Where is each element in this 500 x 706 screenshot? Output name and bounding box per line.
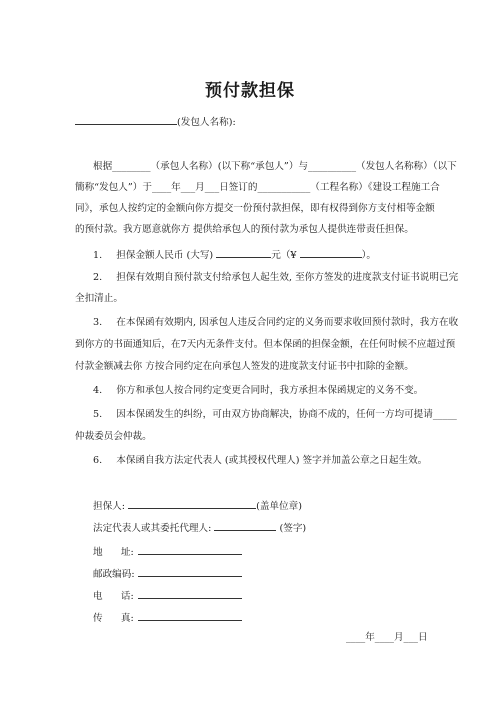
- guarantor-row: [93, 498, 302, 514]
- item1-text-a: 担保金额人民币 (大写): [116, 250, 214, 261]
- guarantor-suffix: (盖单位章): [256, 501, 302, 512]
- item1: [93, 247, 376, 263]
- amount-words-blank: [216, 247, 271, 258]
- item2-text-line1: 担保有效期自预付款支付给承包人起生效, 至你方签发的进度款支付证书说明已完: [116, 272, 459, 283]
- para1-line2: 簡称“发包人”）于____年___月___日签订的___________（工程名称）《建设工程施工合: [75, 182, 440, 193]
- item1-number: 1.: [93, 250, 103, 261]
- item5-line1: [93, 408, 457, 422]
- item4-number: 4.: [93, 385, 103, 396]
- phone-label: 电 话:: [93, 591, 134, 602]
- legal-rep-blank: [214, 520, 276, 531]
- fax-blank: [138, 610, 242, 621]
- item3-line1: [93, 316, 458, 330]
- address-blank: [138, 544, 242, 555]
- item5-number: 5.: [93, 409, 103, 420]
- addressee-line: [75, 114, 236, 130]
- item6-number: 6.: [93, 455, 103, 466]
- item6-text: 本保函自我方法定代表人 (或其授权代理人) 签字并加盖公章之日起生效。: [116, 455, 428, 466]
- item3-text-line1: 在本保函有效期内, 因承包人违反合同约定的义务而要求收回预付款时，我方在收: [116, 317, 459, 328]
- item4-text: 你方和承包人按合同约定变更合同时，我方承担本保函规定的义务不变。: [116, 385, 424, 396]
- item3-line2: 到你方的书面通知后，在7天内无条件支付。但本保函的担保金额，在任何时候不应超过预: [75, 339, 456, 350]
- para1-line1: 根据________（承包人名称）(以下称“承包人”）与__________（发包人名称称）（以下: [93, 161, 457, 172]
- item2-number: 2.: [93, 272, 103, 283]
- fax-label: 传 真:: [93, 613, 134, 624]
- legal-rep-label: 法定代表人或其委托代理人:: [93, 523, 212, 534]
- legal-rep-suffix: (签字): [279, 523, 307, 534]
- item5-text-line1: 因本保函发生的纠纷，可由双方协商解决，协商不成的，任何一方均可提请_____: [116, 409, 457, 420]
- legal-rep-row: [93, 520, 306, 536]
- addressee-suffix: (发包人名称):: [177, 117, 236, 128]
- item3-number: 3.: [93, 317, 103, 328]
- item1-text-c: ）。: [361, 250, 376, 261]
- amount-figures-blank: [300, 247, 362, 258]
- phone-blank: [138, 588, 242, 599]
- postcode-row: [93, 566, 242, 582]
- para1-line3: 同》，承包人按约定的金额向你方提交一份预付款担保，即有权得到你方支付相等金额: [75, 203, 435, 214]
- fax-row: [93, 610, 242, 626]
- postcode-label: 邮政编码:: [93, 569, 135, 580]
- item3-line3: 付款金额减去你 方按合同约定在向承包人签发的进度款支付证书中扣除的金额。: [75, 361, 414, 372]
- item4: [93, 384, 423, 398]
- postcode-blank: [138, 566, 242, 577]
- document-title: 预付款担保: [205, 81, 295, 101]
- guarantor-label: 担保人:: [93, 501, 126, 512]
- item2-line1: [93, 271, 458, 285]
- item5-line2: 仲裁委员会仲裁。: [75, 431, 152, 442]
- item2-line2: 全扣清止。: [75, 293, 123, 304]
- item1-text-b: 元（¥: [271, 250, 297, 261]
- addressee-blank: [75, 114, 177, 125]
- guarantor-blank: [128, 498, 256, 509]
- address-label: 地 址:: [93, 547, 134, 558]
- phone-row: [93, 588, 242, 604]
- para1-line4: 的预付款。我方愿意就你方 提供给承包人的预付款为承包人提供连带责任担保。: [75, 224, 414, 235]
- address-row: [93, 544, 242, 560]
- date-line: ____年____月___日: [346, 632, 428, 643]
- item6: [93, 454, 427, 468]
